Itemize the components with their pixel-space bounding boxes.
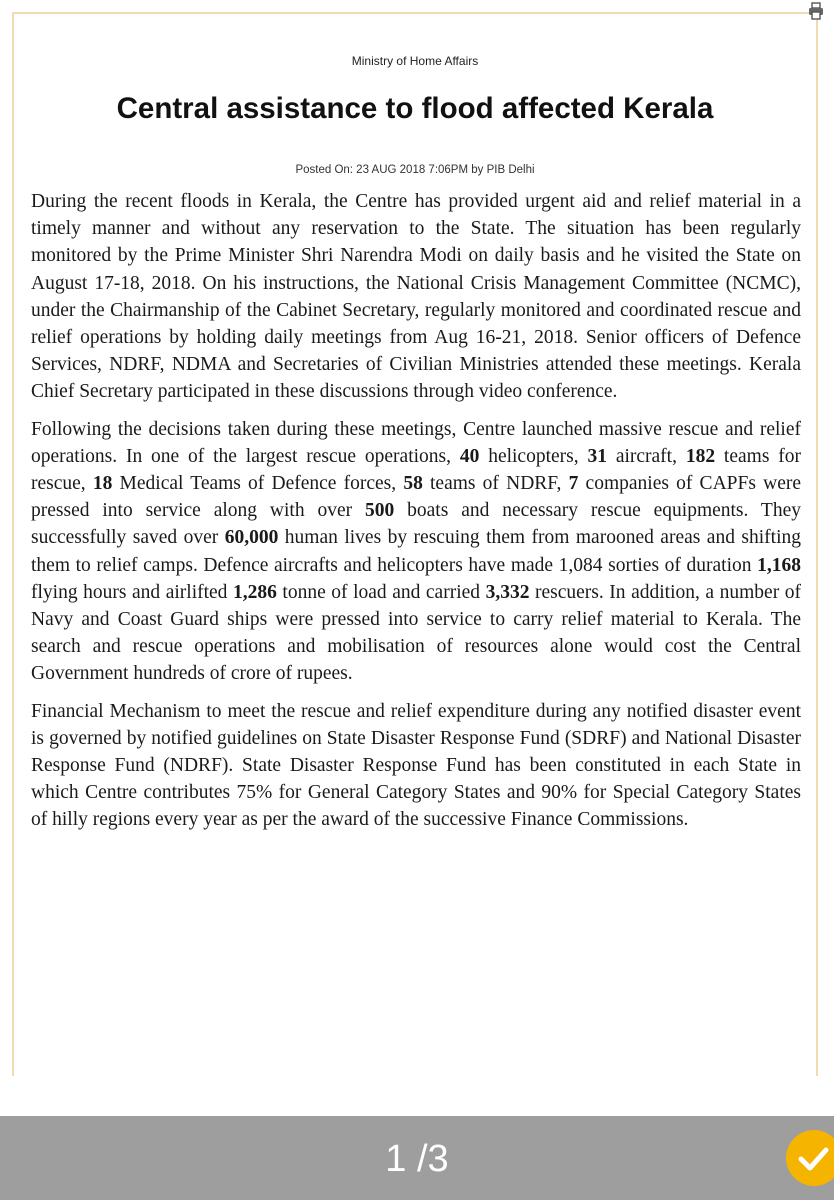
ministry-name: Ministry of Home Affairs (351, 54, 479, 68)
paragraph-3: Financial Mechanism to meet the rescue and relief expenditure during any notified disaster event is governed by notified guidelines on State Disaster Response Fund (SDRF) and National Disaster Response Fund (NDRF). State Disaster Response Fund has been constituted in each State in which Centre contributes 75% for General Category States and 90% for Special Category States of hilly regions every year as per the award of the successive Finance Commissions. (31, 700, 801, 831)
stat-ndrf-teams: 58 (403, 473, 423, 495)
text-run: tonne of load and carried (276, 581, 486, 603)
text-run: flying hours and airlifted (31, 581, 233, 603)
paragraph-2 (31, 416, 801, 688)
print-icon[interactable] (808, 2, 824, 20)
stat-boats: 500 (365, 500, 395, 522)
posted-info: Posted On: 23 AUG 2018 7:06PM by PIB Delhi (295, 164, 535, 176)
stat-rescue-teams: 182 (685, 445, 716, 467)
viewer-bottom-bar (0, 1116, 834, 1200)
text-run: Following the decisions taken during these meetings, Centre launched massive rescue and relief operations. In one of the largest rescue operations, (31, 418, 801, 467)
text-run: aircraft, (606, 445, 686, 467)
text-run: helicopters, (479, 445, 588, 467)
stat-aircraft: 31 (587, 445, 607, 467)
stat-lives-saved: 60,000 (224, 527, 279, 549)
text-run: Medical Teams of Defence forces, (112, 473, 404, 495)
text-run: rescuers. In addition, a number of Navy and Coast Guard ships were pressed into service to carry relief material to Kerala. The search and rescue operations and mobilisation of resources alone would cost the Central Government hundreds of crore of rupees. (31, 581, 801, 685)
check-icon[interactable] (786, 1130, 834, 1186)
stat-capf-companies: 7 (568, 473, 579, 495)
text-run: human lives by rescuing them from marooned areas and shifting them to relief camps. Defence aircrafts and helicopters have made 1,084 sorties of duration (31, 527, 801, 576)
text-run: companies of CAPFs were pressed into service along with over (31, 473, 801, 522)
text-run: teams of NDRF, (422, 473, 569, 495)
stat-medical-teams: 18 (92, 473, 113, 495)
page-indicator: 1 /3 (385, 1138, 449, 1180)
article-body (31, 188, 801, 844)
page-title: Central assistance to flood affected Kerala (116, 92, 714, 125)
text-run: boats and necessary rescue equipments. They successfully saved over (31, 500, 801, 549)
stat-helicopters: 40 (459, 445, 480, 467)
stat-rescuers: 3,332 (485, 581, 530, 603)
text-run: teams for rescue, (31, 445, 801, 495)
paragraph-1: During the recent floods in Kerala, the Centre has provided urgent aid and relief material in a timely manner and without any reservation to the State. The situation has been regularly monitored by the Prime Minister Shri Narendra Modi on daily basis and he visited the State on August 17-18, 2018. On his instructions, the National Crisis Management Committee (NCMC), under the Chairmanship of the Cabinet Secretary, regularly monitored and coordinated rescue and relief operations by holding daily meetings from Aug 16-21, 2018. Senior officers of Defence Services, NDRF, NDMA and Secretaries of Civilian Ministries attended these meetings. Kerala Chief Secretary participated in these discussions through video conference. (31, 191, 801, 403)
stat-tonnes: 1,286 (232, 581, 277, 603)
stat-flying-hours: 1,168 (757, 554, 801, 576)
